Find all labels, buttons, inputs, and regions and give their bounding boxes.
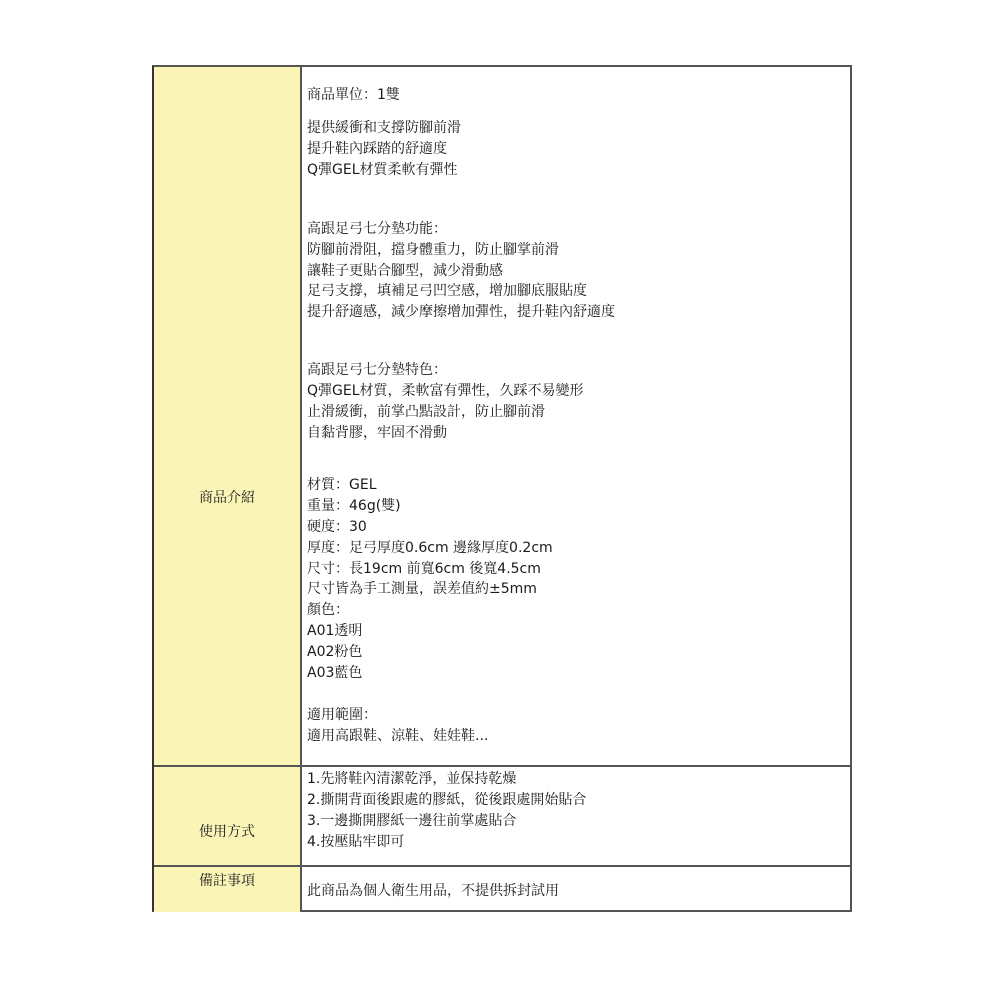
usage-label: 使用方式	[199, 824, 255, 840]
intro-line: Q彈GEL材質，柔軟富有彈性，久踩不易變形	[307, 383, 584, 399]
usage-step: 2.撕開背面後跟處的膠紙，從後跟處開始貼合	[307, 792, 587, 808]
usage-content	[304, 767, 850, 865]
intro-line: 適用範圍：	[307, 707, 377, 723]
intro-line: 硬度：30	[307, 519, 367, 535]
intro-line: A02粉色	[307, 644, 363, 660]
intro-line: 提升鞋內踩踏的舒適度	[307, 141, 447, 157]
intro-line: 止滑緩衝，前掌凸點設計，防止腳前滑	[307, 404, 545, 420]
product-intro-row	[154, 67, 850, 767]
intro-line: 尺寸皆為手工測量，誤差值約±5mm	[307, 581, 537, 597]
product-intro-content	[304, 67, 850, 765]
notes-label-cell	[154, 867, 302, 912]
notes-label: 備註事項	[199, 873, 255, 889]
notes-line: 此商品為個人衛生用品，不提供拆封試用	[307, 883, 559, 899]
intro-line: 高跟足弓七分墊功能：	[307, 221, 447, 237]
usage-row	[154, 767, 850, 867]
intro-line: 防腳前滑阻，擋身體重力，防止腳掌前滑	[307, 242, 559, 258]
intro-line: 適用高跟鞋、涼鞋、娃娃鞋...	[307, 728, 489, 744]
usage-label-cell	[154, 767, 302, 865]
usage-step: 1.先將鞋內清潔乾淨，並保持乾燥	[307, 771, 517, 787]
intro-line: 足弓支撐，填補足弓凹空感，增加腳底服貼度	[307, 283, 587, 299]
intro-line: 尺寸：長19cm 前寬6cm 後寬4.5cm	[307, 561, 541, 577]
intro-line: 高跟足弓七分墊特色：	[307, 362, 447, 378]
product-intro-label-cell	[154, 67, 302, 765]
usage-step: 3.一邊撕開膠紙一邊往前掌處貼合	[307, 813, 517, 829]
intro-line: 材質：GEL	[307, 477, 377, 493]
usage-step: 4.按壓貼牢即可	[307, 834, 405, 850]
product-intro-label: 商品介紹	[199, 490, 255, 506]
notes-row	[154, 867, 850, 912]
intro-line: A01透明	[307, 623, 363, 639]
intro-line: 重量：46g(雙)	[307, 498, 401, 514]
intro-line: 提供緩衝和支撐防腳前滑	[307, 120, 461, 136]
intro-line: 顏色：	[307, 602, 349, 618]
intro-line: 厚度：足弓厚度0.6cm 邊緣厚度0.2cm	[307, 540, 553, 556]
intro-line: Q彈GEL材質柔軟有彈性	[307, 162, 458, 178]
notes-content	[304, 867, 850, 912]
intro-line: 提升舒適感，減少摩擦增加彈性，提升鞋內舒適度	[307, 304, 615, 320]
intro-line: 讓鞋子更貼合腳型，減少滑動感	[307, 263, 503, 279]
intro-line: A03藍色	[307, 665, 363, 681]
intro-line: 自黏背膠，牢固不滑動	[307, 425, 447, 441]
intro-line: 商品單位：1雙	[307, 87, 400, 103]
product-spec-table	[152, 65, 852, 912]
